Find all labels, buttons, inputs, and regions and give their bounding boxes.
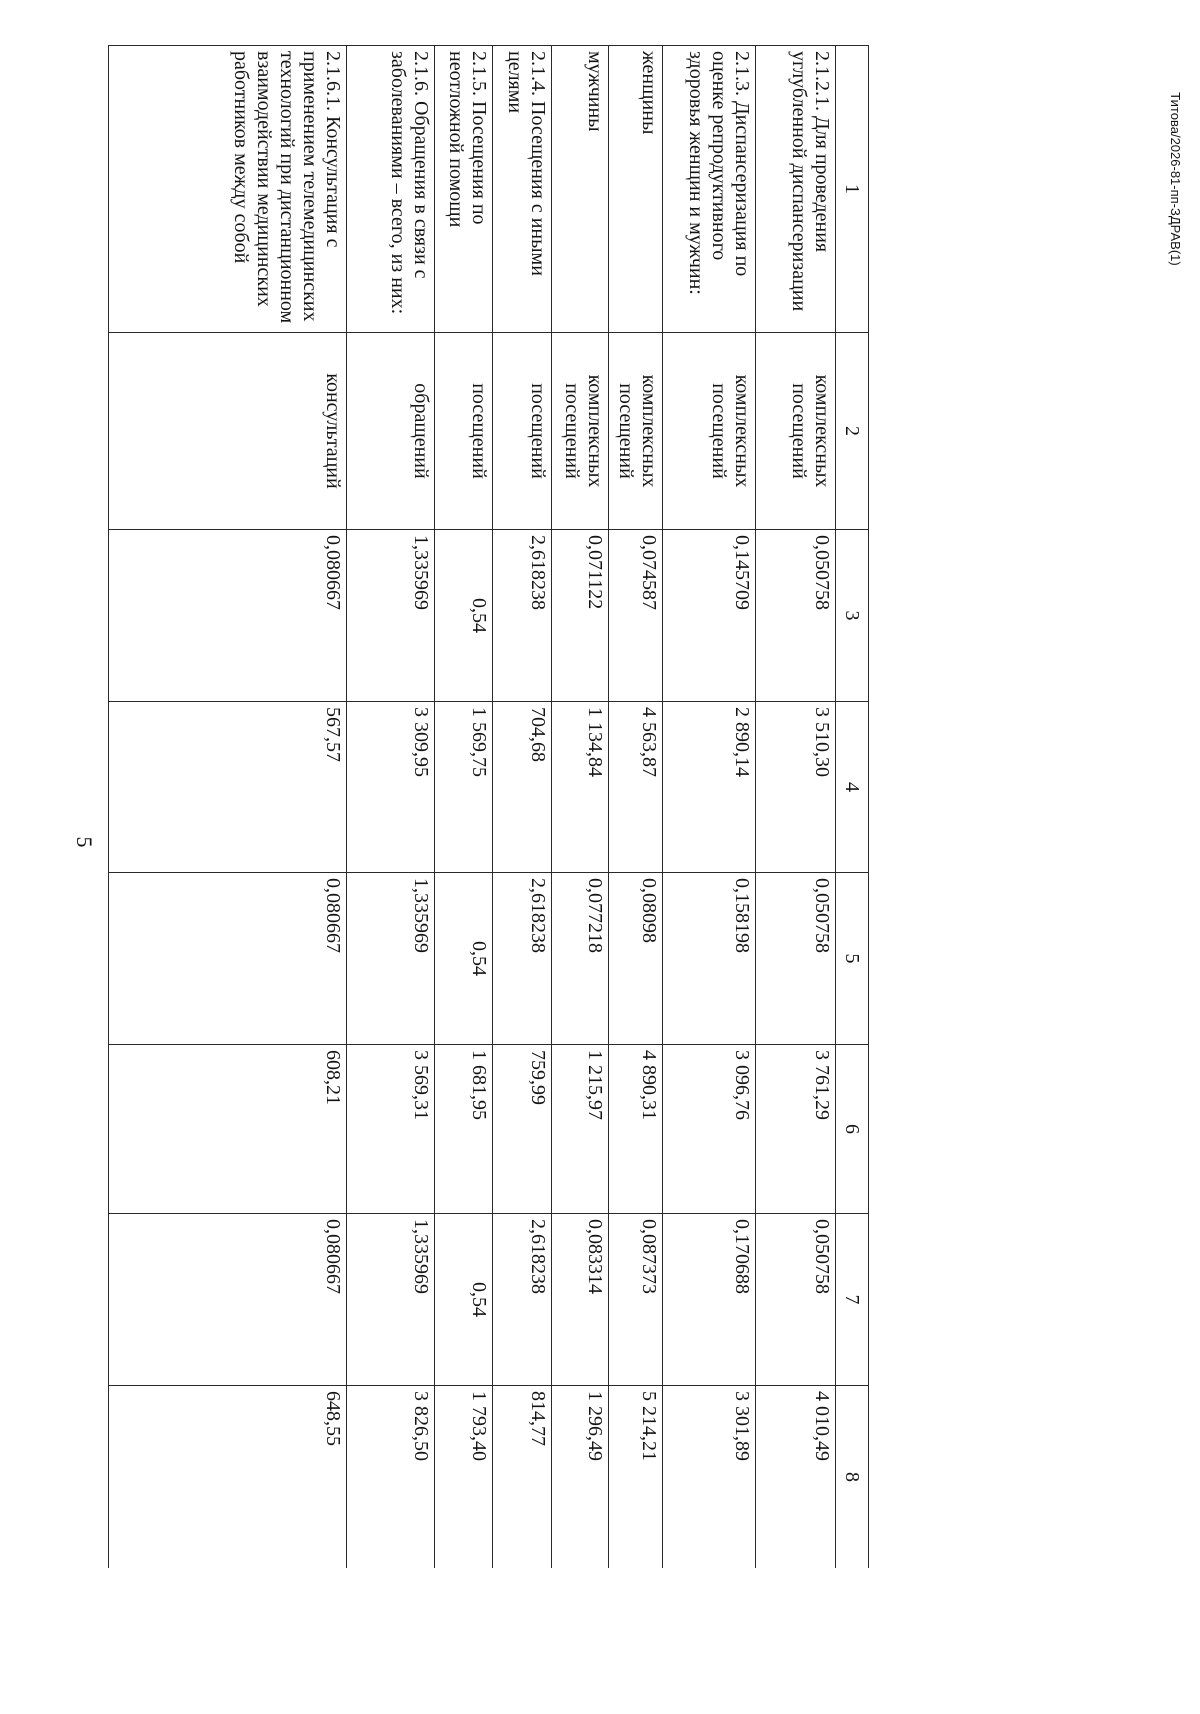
document-code: Титова/2026-81-пп-ЗДРАВ(1) [1168, 92, 1183, 266]
table-row [756, 46, 836, 1569]
value-cell: 1 569,75 [435, 702, 493, 873]
row-label: 2.1.3. Диспансеризация по оценке репродуктивного здоровья женщин и мужчин: [663, 46, 756, 333]
table-row [663, 46, 756, 1569]
value-cell: 3 826,50 [347, 1386, 435, 1569]
unit-cell: комплексных посещений [609, 333, 663, 530]
header-row [836, 46, 869, 1569]
table-row [109, 46, 347, 1569]
row-label: 2.1.6.1. Консультация с применением телемедицинских технологий при дистанционном взаимодействии медицинских работников между собой [109, 46, 347, 333]
value-cell: 0,080667 [109, 1214, 347, 1386]
value-cell: 2,618238 [493, 873, 552, 1045]
value-cell: 704,68 [493, 702, 552, 873]
value-cell: 5 214,21 [609, 1386, 663, 1569]
value-cell: 0,08098 [609, 873, 663, 1045]
value-cell: 3 309,95 [347, 702, 435, 873]
row-label: 2.1.6. Обращения в связи с заболеваниями – всего, из них: [347, 46, 435, 333]
row-label: мужчины [552, 46, 609, 333]
column-header: 4 [836, 702, 869, 873]
value-cell: 1 681,95 [435, 1045, 493, 1214]
table-row [435, 46, 493, 1569]
column-header: 3 [836, 530, 869, 702]
value-cell: 1 296,49 [552, 1386, 609, 1569]
table-row [493, 46, 552, 1569]
value-cell: 0,080667 [109, 873, 347, 1045]
unit-cell: комплексных посещений [663, 333, 756, 530]
value-cell: 0,050758 [756, 530, 836, 702]
row-label: женщины [609, 46, 663, 333]
value-cell: 1,335969 [347, 530, 435, 702]
value-cell: 3 569,31 [347, 1045, 435, 1214]
value-cell: 2,618238 [493, 530, 552, 702]
value-cell: 0,54 [435, 873, 493, 1045]
column-header: 5 [836, 873, 869, 1045]
unit-cell: посещений [435, 333, 493, 530]
value-cell: 814,77 [493, 1386, 552, 1569]
unit-cell: обращений [347, 333, 435, 530]
value-cell: 0,050758 [756, 1214, 836, 1386]
value-cell: 3 761,29 [756, 1045, 836, 1214]
value-cell: 1 134,84 [552, 702, 609, 873]
value-cell: 1,335969 [347, 873, 435, 1045]
value-cell: 0,54 [435, 1214, 493, 1386]
value-cell: 4 563,87 [609, 702, 663, 873]
value-cell: 1 793,40 [435, 1386, 493, 1569]
value-cell: 0,170688 [663, 1214, 756, 1386]
value-cell: 4 010,49 [756, 1386, 836, 1569]
value-cell: 3 510,30 [756, 702, 836, 873]
value-cell: 2,618238 [493, 1214, 552, 1386]
value-cell: 0,083314 [552, 1214, 609, 1386]
value-cell: 3 301,89 [663, 1386, 756, 1569]
row-label: 2.1.4. Посещения с иными целями [493, 46, 552, 333]
value-cell: 0,050758 [756, 873, 836, 1045]
row-label: 2.1.2.1. Для проведения углубленной диспансеризации [756, 46, 836, 333]
unit-cell: комплексных посещений [756, 333, 836, 530]
unit-cell: посещений [493, 333, 552, 530]
table-container [108, 45, 869, 1568]
value-cell: 759,99 [493, 1045, 552, 1214]
value-cell: 0,071122 [552, 530, 609, 702]
column-header: 8 [836, 1386, 869, 1569]
table-row [552, 46, 609, 1569]
value-cell: 0,158198 [663, 873, 756, 1045]
value-cell: 3 096,76 [663, 1045, 756, 1214]
value-cell: 1 215,97 [552, 1045, 609, 1214]
column-header: 2 [836, 333, 869, 530]
value-cell: 0,087373 [609, 1214, 663, 1386]
table-row [609, 46, 663, 1569]
data-table [108, 45, 869, 1568]
value-cell: 1,335969 [347, 1214, 435, 1386]
value-cell: 0,077218 [552, 873, 609, 1045]
value-cell: 0,080667 [109, 530, 347, 702]
value-cell: 0,074587 [609, 530, 663, 702]
column-header: 1 [836, 46, 869, 333]
unit-cell: комплексных посещений [552, 333, 609, 530]
value-cell: 567,57 [109, 702, 347, 873]
row-label: 2.1.5. Посещения по неотложной помощи [435, 46, 493, 333]
column-header: 6 [836, 1045, 869, 1214]
value-cell: 648,55 [109, 1386, 347, 1569]
value-cell: 4 890,31 [609, 1045, 663, 1214]
table-row [347, 46, 435, 1569]
value-cell: 2 890,14 [663, 702, 756, 873]
value-cell: 0,54 [435, 530, 493, 702]
unit-cell: консультаций [109, 333, 347, 530]
column-header: 7 [836, 1214, 869, 1386]
value-cell: 608,21 [109, 1045, 347, 1214]
value-cell: 0,145709 [663, 530, 756, 702]
page-number: 5 [72, 836, 97, 848]
